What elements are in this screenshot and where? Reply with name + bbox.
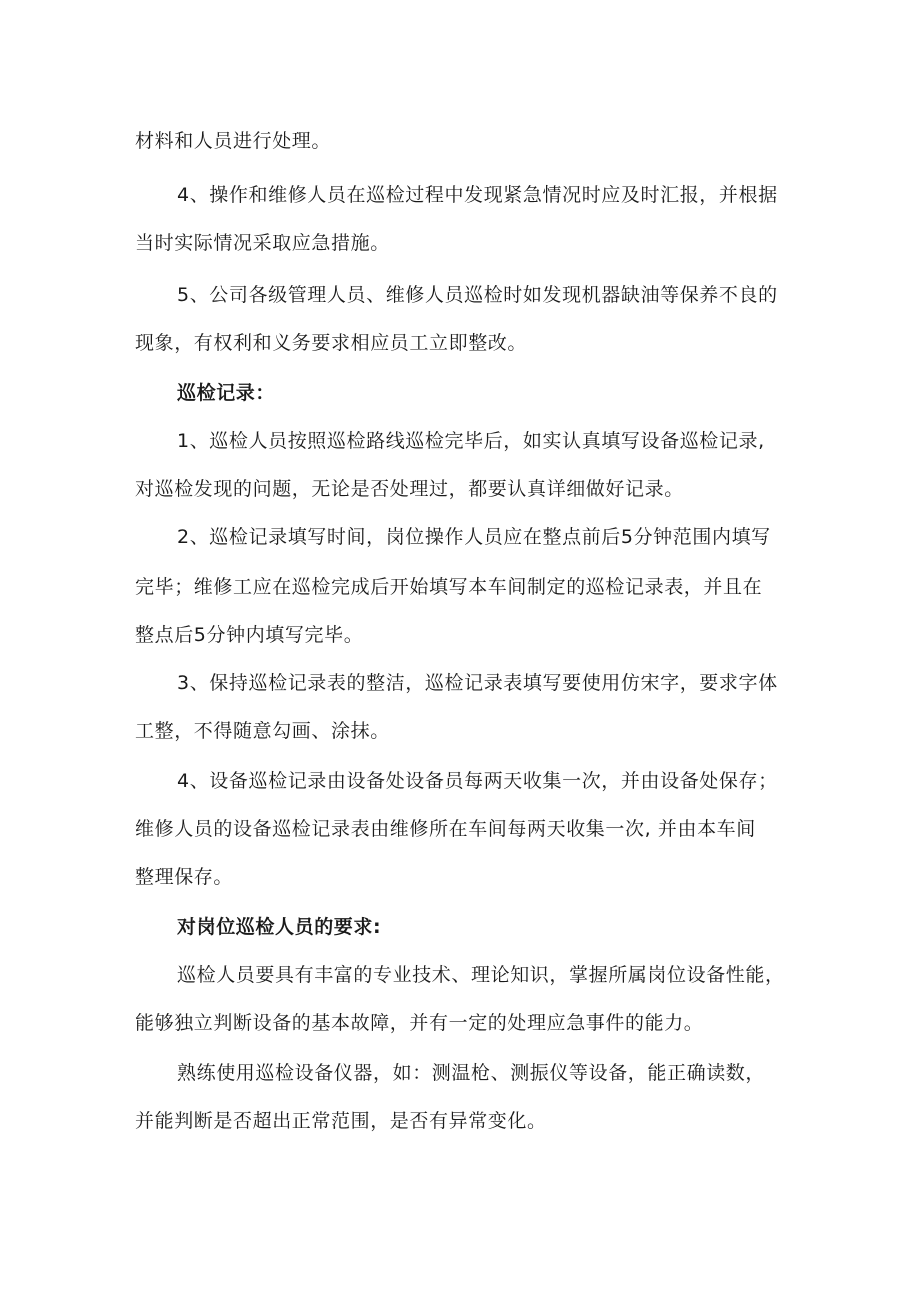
section-heading-requirements: 对岗位巡检人员的要求: [177, 916, 382, 938]
record-item-4-line-2: 维修人员的设备巡检记录表由维修所在车间每两天收集一次, 并由本车间 [135, 818, 756, 840]
record-item-4-line-3: 整理保存。 [135, 866, 234, 888]
record-item-1-line-1: 1、巡检人员按照巡检路线巡检完毕后，如实认真填写设备巡检记录, [177, 430, 765, 452]
record-item-2-line-3: 整点后5分钟内填写完毕。 [135, 624, 364, 646]
record-item-2-line-1: 2、巡检记录填写时间，岗位操作人员应在整点前后5分钟范围内填写 [177, 526, 771, 548]
requirement-2-line-1: 熟练使用巡检设备仪器，如：测温枪、测振仪等设备，能正确读数， [177, 1062, 766, 1084]
list-item-5-line-2: 现象，有权利和义务要求相应员工立即整改。 [135, 332, 528, 354]
record-item-2-line-2: 完毕；维修工应在巡检完成后开始填写本车间制定的巡检记录表，并且在 [135, 576, 763, 598]
record-item-4-line-1: 4、设备巡检记录由设备处设备员每两天收集一次，并由设备处保存； [177, 770, 778, 792]
record-item-1-line-2: 对巡检发现的问题，无论是否处理过，都要认真详细做好记录。 [135, 478, 684, 500]
record-item-3-line-2: 工整，不得随意勾画、涂抹。 [135, 720, 390, 742]
list-item-4-line-1: 4、操作和维修人员在巡检过程中发现紧急情况时应及时汇报，并根据 [177, 184, 778, 206]
record-item-3-line-1: 3、保持巡检记录表的整洁，巡检记录表填写要使用仿宋字，要求字体 [177, 672, 778, 694]
requirement-1-line-2: 能够独立判断设备的基本故障，并有一定的处理应急事件的能力。 [135, 1012, 704, 1034]
paragraph-continuation: 材料和人员进行处理。 [135, 130, 332, 152]
requirement-2-line-2: 并能判断是否超出正常范围，是否有异常变化。 [135, 1110, 547, 1132]
section-heading-inspection-records: 巡检记录： [177, 382, 276, 404]
requirement-1-line-1: 巡检人员要具有丰富的专业技术、理论知识，掌握所属岗位设备性能， [177, 964, 785, 986]
list-item-5-line-1: 5、公司各级管理人员、维修人员巡检时如发现机器缺油等保养不良的 [177, 284, 778, 306]
list-item-4-line-2: 当时实际情况采取应急措施。 [135, 232, 390, 254]
